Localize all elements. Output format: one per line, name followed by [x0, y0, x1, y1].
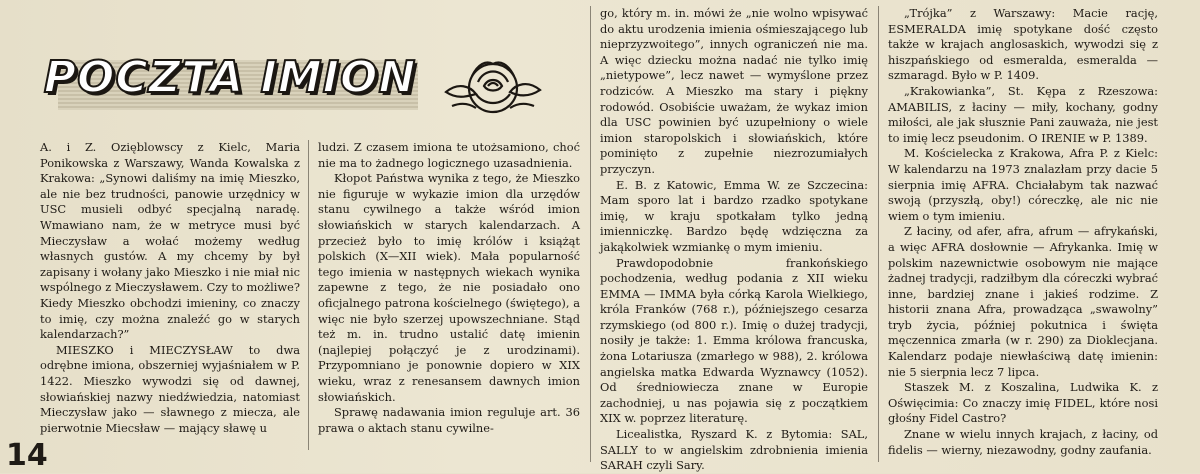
answer-paragraph: ludzi. Z czasem imiona te utożsamiono, choć nie ma to żadnego logicznego uzasadnienia.: [318, 140, 580, 170]
answer-paragraph: Sprawę nadawania imion reguluje art. 36 prawa o aktach stanu cywilne-: [318, 405, 580, 435]
article-column-4: [888, 6, 1158, 458]
rose-icon: [438, 52, 548, 122]
column-divider: [878, 6, 879, 462]
section-title: POCZTA IMION: [43, 52, 417, 103]
answer-paragraph: Kłopot Państwa wynika z tego, że Mieszko nie figuruje w wykazie imion dla urzędów stanu cywilnego a także wśród imion słowiańskich w starych kalendarzach. A przecież było to imię królów i książąt polskich (X—XII wiek). Mała popularność tego imienia w następnych wiekach wynika zapewne z tego, że nie posiadało ono oficjalnego patrona kościelnego (świętego), a więc nie było szerzej upowszechniane. Stąd też m. in. trudno ustalić datę imienin (najlepiej połączyć je z urodzinami). Przypomniano je ponownie dopiero w XIX wieku, wraz z renesansem dawnych imion słowiańskich.: [318, 171, 580, 404]
page-number: 14: [6, 438, 48, 473]
answer-paragraph: Znane w wielu innych krajach, z łaciny, od fidelis — wierny, niezawodny, godny zaufania.: [888, 427, 1158, 457]
answer-paragraph: MIESZKO i MIECZYSŁAW to dwa odrębne imiona, obszerniej wyjaśniałem w P. 1422. Mieszko wywodzi się od dawnej, słowiańskiej nazwy niedźwiedzia, natomiast Mieczysław jako — sławnego z miecza, ale pierwotnie Miecsław — mający sławę u: [40, 342, 300, 435]
answer-paragraph: Prawdopodobnie frankońskiego pochodzenia, według podania z XII wieku EMMA — IMMA była córką Karola Wielkiego, króla Franków (768 r.), późniejszego cesarza rzymskiego (od 800 r.). Imię o dużej tradycji, nosiły je także: 1. Emma królowa francuska, żona Lotariusza (zmarłego w 988), 2. królowa angielska matka Edwarda Wyznawcy (1052). Od średniowiecza znane w Europie zachodniej, u nas pojawia się z początkiem XIX w. poprzez literaturę.: [600, 255, 868, 426]
letter-paragraph: „Krakowianka”, St. Kępa z Rzeszowa: AMABILIS, z łaciny — miły, kochany, godny miłości, ale jak słusznie Pani zauważa, nie jest to imię lecz pseudonim. O IRENIE w P. 1389.: [888, 83, 1158, 145]
column-divider: [308, 140, 309, 450]
letter-paragraph: E. B. z Katowic, Emma W. ze Szczecina: Mam sporo lat i bardzo rzadko spotykane imię, w kraju spotkałam tylko jedną imienniczkę. Bardzo będę wdzięczna za jakąkolwiek wzmiankę o mym imieniu.: [600, 177, 868, 254]
letter-paragraph: A. i Z. Ozięblowscy z Kielc, Maria Ponikowska z Warszawy, Wanda Kowalska z Krakowa: „Synowi daliśmy na imię Mieszko, ale nie bez trudności, panowie urzędnicy w USC musieli odbyć specjalną naradę. Wmawiano nam, że w metryce musi być Mieczysław a wołać możemy według własnych gustów. A my chcemy by był zapisany i wołany jako Mieszko i nie miał nic wspólnego z Mieczysławem. Czy to możliwe? Kiedy Mieszko obchodzi imieniny, co znaczy to imię, czy można znaleźć go w starych kalendarzach?”: [40, 140, 300, 342]
section-masthead: [40, 40, 560, 130]
letter-paragraph: „Trójka” z Warszawy: Macie rację, ESMERALDA imię spotykane dość często także w krajach anglosaskich, wywodzi się z hiszpańskiego od esmeralda, esmeralda — szmaragd. Było w P. 1409.: [888, 6, 1158, 83]
answer-paragraph: Z łaciny, od afer, afra, afrum — afrykański, a więc AFRA dosłownie — Afrykanka. Imię w polskim nazewnictwie osobowym nie mające żadnej tradycji, radziłbym dla córeczki wybrać inne, bardziej znane i jakieś rodzime. Z historii znana Afra, prowadząca „swawolny” tryb życia, później pokutnica i święta męczennica zmarła (w r. 290) za Dioklecjana. Kalendarz podaje niewłaściwą datę imienin: nie 5 sierpnia lecz 7 lipca.: [888, 224, 1158, 379]
answer-paragraph: go, który m. in. mówi że „nie wolno wpisywać do aktu urodzenia imienia ośmieszającego lub nieprzyzwoitego”, innych ograniczeń nie ma. A więc dziecku można nadać nie tylko imię „nietypowe”, lecz nawet — wymyślone przez rodziców. A Mieszko ma stary i piękny rodowód. Osobiście uważam, że wykaz imion dla USC powinien być uzupełniony o wiele imion staropolskich i słowiańskich, które pominięto z zupełnie niezrozumiałych przyczyn.: [600, 6, 868, 176]
article-column-2: [318, 140, 580, 436]
article-column-3: [600, 6, 868, 474]
letter-paragraph: M. Kościelecka z Krakowa, Afra P. z Kielc: W kalendarzu na 1973 znalazłam przy dacie 5 sierpnia imię AFRA. Chciałabym tak nazwać swoją (przyszłą, oby!) córeczkę, ale nic nie wiem o tym imieniu.: [888, 146, 1158, 223]
letter-paragraph: Staszek M. z Koszalina, Ludwika K. z Oświęcimia: Co znaczy imię FIDEL, które nosi głośny Fidel Castro?: [888, 380, 1158, 426]
letter-paragraph: Licealistka, Ryszard K. z Bytomia: SAL, SALLY to w angielskim zdrobnienia imienia SARAH czyli Sary.: [600, 427, 868, 473]
article-column-1: [40, 140, 300, 436]
column-divider: [590, 6, 591, 462]
